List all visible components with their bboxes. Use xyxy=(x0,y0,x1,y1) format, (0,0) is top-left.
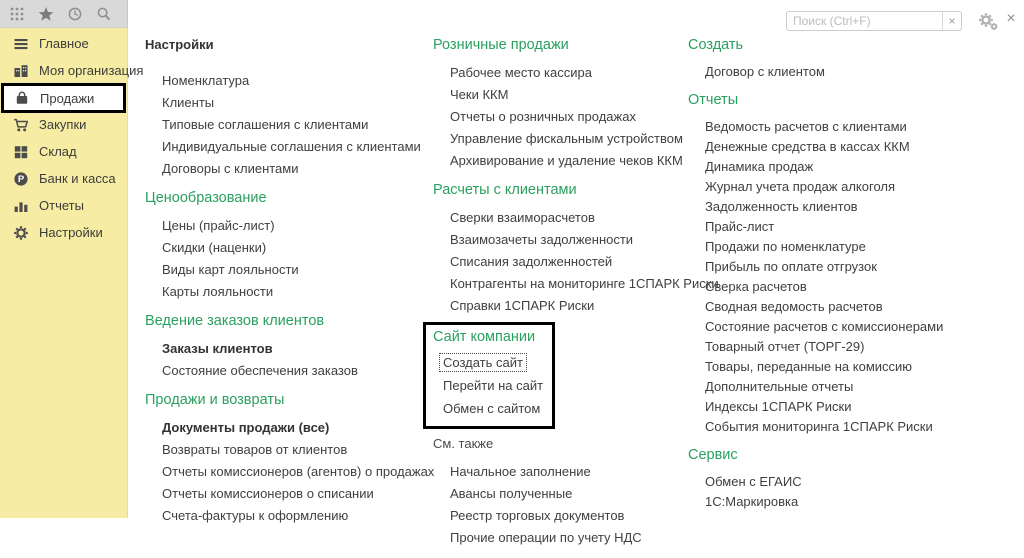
menu-item-row xyxy=(433,229,683,251)
search-box xyxy=(786,11,962,31)
menu-link[interactable]: Справки 1СПАРК Риски xyxy=(450,298,595,313)
menu-column-1 xyxy=(145,36,433,536)
sidebar-item-prodazhi[interactable] xyxy=(1,83,126,113)
menu-item-row xyxy=(688,217,998,237)
section-title: Розничные продажи xyxy=(433,37,569,53)
menu-item-row xyxy=(688,417,998,437)
menu-item-row xyxy=(688,117,998,137)
highlighted-section xyxy=(423,322,555,429)
section xyxy=(145,189,433,303)
menu-item-row xyxy=(433,273,719,295)
menu-link[interactable]: Отчеты комиссионеров (агентов) о продажах xyxy=(162,464,435,479)
menu-item-row xyxy=(688,492,998,512)
section xyxy=(688,91,998,437)
section xyxy=(688,36,998,82)
svg-text:Р: Р xyxy=(17,173,25,185)
menu-link[interactable]: Начальное заполнение xyxy=(450,464,591,479)
menu-link[interactable]: Обмен с сайтом xyxy=(443,401,541,416)
menu-link[interactable]: Индивидуальные соглашения с клиентами xyxy=(162,139,421,154)
menu-item-row xyxy=(145,237,433,259)
menu-link[interactable]: Типовые соглашения с клиентами xyxy=(162,117,369,132)
menu-link[interactable]: Прочие операции по учету НДС xyxy=(450,530,642,545)
menu-link[interactable]: Состояние расчетов с комиссионерами xyxy=(705,319,944,334)
sidebar-item-label: Настройки xyxy=(39,225,103,240)
menu-link[interactable]: Журнал учета продаж алкоголя xyxy=(705,179,896,194)
menu-link[interactable]: Взаимозачеты задолженности xyxy=(450,232,634,247)
cart-icon xyxy=(13,117,29,133)
menu-item-row xyxy=(145,461,433,483)
menu-item-row xyxy=(688,317,998,337)
close-icon[interactable]: × xyxy=(1006,10,1016,27)
menu-link[interactable]: Состояние обеспечения заказов xyxy=(162,363,358,378)
menu-item-row xyxy=(145,92,433,114)
sidebar-item-label: Отчеты xyxy=(39,198,84,213)
menu-link[interactable]: Цены (прайс-лист) xyxy=(162,218,275,233)
section xyxy=(433,435,683,549)
menu-item-row xyxy=(688,377,998,397)
sidebar-item-label: Склад xyxy=(39,144,77,159)
menu-item-row xyxy=(688,237,998,257)
section-title: Отчеты xyxy=(688,92,739,108)
menu-item-row xyxy=(433,374,543,397)
bank-icon xyxy=(13,171,29,187)
bell-icon[interactable] xyxy=(125,6,128,22)
menu-link[interactable]: Карты лояльности xyxy=(162,284,274,299)
section xyxy=(145,36,433,180)
menu-item-row xyxy=(145,281,433,303)
menu-item-row xyxy=(433,207,683,229)
menu-link[interactable]: Документы продажи (все) xyxy=(162,420,330,435)
section xyxy=(433,181,719,317)
menu-item-row xyxy=(433,505,683,527)
menu-link[interactable]: Сверки взаиморасчетов xyxy=(450,210,595,225)
sidebar-item-label: Продажи xyxy=(40,90,95,106)
menu-item-row xyxy=(145,136,433,158)
menu-item-row xyxy=(688,137,998,157)
section-title: См. также xyxy=(433,436,494,451)
sidebar-item-nastroyki[interactable] xyxy=(0,219,127,246)
section-title: Создать xyxy=(688,37,744,53)
menu-link[interactable]: Заказы клиентов xyxy=(162,341,273,356)
menu-item-row xyxy=(145,158,433,180)
menu-item-row xyxy=(145,360,433,382)
menu-item-row xyxy=(688,472,998,492)
menu-item-row xyxy=(688,277,998,297)
menu-link[interactable]: Возвраты товаров от клиентов xyxy=(162,442,348,457)
menu-item-row xyxy=(145,70,433,92)
section-title: Настройки xyxy=(145,37,214,52)
menu-link[interactable]: Отчеты комиссионеров о списании xyxy=(162,486,374,501)
sidebar-item-bank-i-kassa[interactable] xyxy=(0,165,127,192)
section-title: Сайт компании xyxy=(433,329,536,345)
menu-link[interactable]: Списания задолженностей xyxy=(450,254,613,269)
menu-item-row xyxy=(688,157,998,177)
menu-link[interactable]: Дополнительные отчеты xyxy=(705,379,854,394)
sidebar-item-label: Банк и касса xyxy=(39,171,116,186)
apps-grid-icon[interactable] xyxy=(9,6,25,22)
menu-icon xyxy=(13,36,29,52)
menu-link[interactable]: Контрагенты на мониторинге 1СПАРК Риски xyxy=(450,276,719,291)
menu-item-row xyxy=(688,397,998,417)
menu-item-row xyxy=(433,84,683,106)
menu-link[interactable]: Архивирование и удаление чеков ККМ xyxy=(450,153,683,168)
menu-link[interactable]: Авансы полученные xyxy=(450,486,573,501)
warehouse-icon xyxy=(13,144,29,160)
section-title: Сервис xyxy=(688,447,738,463)
menu-link[interactable]: Отчеты о розничных продажах xyxy=(450,109,636,124)
menu-item-row xyxy=(145,483,433,505)
menu-link[interactable]: Договор с клиентом xyxy=(705,64,825,79)
search-clear-button[interactable]: × xyxy=(942,12,961,30)
menu-link[interactable]: Скидки (наценки) xyxy=(162,240,267,255)
menu-link[interactable]: Товарный отчет (ТОРГ-29) xyxy=(705,339,865,354)
search-icon[interactable] xyxy=(96,6,112,22)
menu-link[interactable]: Управление фискальным устройством xyxy=(450,131,683,146)
gear-icon xyxy=(13,225,29,241)
sidebar-item-label: Главное xyxy=(39,36,89,51)
section-title: Ценообразование xyxy=(145,190,267,206)
search-input[interactable] xyxy=(787,12,942,30)
menu-item-row xyxy=(433,251,683,273)
menu-item-row xyxy=(145,417,433,439)
menu-link[interactable]: Перейти на сайт xyxy=(443,378,544,393)
menu-item-row xyxy=(145,439,433,461)
menu-link[interactable]: События мониторинга 1СПАРК Риски xyxy=(705,419,933,434)
section-title: Ведение заказов клиентов xyxy=(145,313,325,329)
menu-link[interactable]: Клиенты xyxy=(162,95,215,110)
menu-column-3 xyxy=(688,36,998,521)
menu-link[interactable]: Ведомость расчетов с клиентами xyxy=(705,119,907,134)
menu-link[interactable]: Номенклатура xyxy=(162,73,250,88)
sidebar-item-zakupki[interactable] xyxy=(0,111,127,138)
menu-link[interactable]: Договоры с клиентами xyxy=(162,161,299,176)
section xyxy=(433,36,683,172)
menu-link[interactable]: Сверка расчетов xyxy=(705,279,807,294)
menu-link[interactable]: Счета-фактуры к оформлению xyxy=(162,508,349,523)
menu-item-row xyxy=(145,114,433,136)
menu-item-row xyxy=(688,62,998,82)
menu-link[interactable]: Прайс-лист xyxy=(705,219,775,234)
menu-link[interactable]: Индексы 1СПАРК Риски xyxy=(705,399,852,414)
menu-item-row xyxy=(145,505,433,527)
sidebar-item-label: Моя организация xyxy=(39,63,144,78)
menu-link[interactable]: Рабочее место кассира xyxy=(450,65,592,80)
menu-item-row xyxy=(688,337,998,357)
menu-item-row xyxy=(433,527,683,549)
section xyxy=(688,446,998,512)
menu-item-row xyxy=(433,150,683,172)
menu-link[interactable]: Создать сайт xyxy=(440,354,526,371)
menu-item-row xyxy=(688,357,998,377)
menu-link[interactable]: Чеки ККМ xyxy=(450,87,509,102)
menu-item-row xyxy=(433,128,683,150)
menu-link[interactable]: Продажи по номенклатуре xyxy=(705,239,866,254)
sidebar-item-sklad[interactable] xyxy=(0,138,127,165)
sales-bag-icon xyxy=(14,90,30,106)
menu-item-row xyxy=(433,295,683,317)
sidebar-item-glavnoe[interactable] xyxy=(0,30,127,57)
section-title: Продажи и возвраты xyxy=(145,392,285,408)
menu-link[interactable]: Динамика продаж xyxy=(705,159,814,174)
menu-item-row xyxy=(145,259,433,281)
sidebar-item-otchety[interactable] xyxy=(0,192,127,219)
section xyxy=(145,391,433,527)
menu-item-row xyxy=(688,297,998,317)
menu-item-row xyxy=(688,177,998,197)
menu-item-row xyxy=(433,483,683,505)
bar-chart-icon xyxy=(13,198,29,214)
menu-item-row xyxy=(433,351,543,374)
menu-item-row xyxy=(688,197,998,217)
menu-item-row xyxy=(433,106,683,128)
top-toolbar xyxy=(0,0,128,28)
history-icon[interactable] xyxy=(67,6,83,22)
left-panel xyxy=(0,0,144,518)
menu-item-row xyxy=(688,257,998,277)
organization-icon xyxy=(13,63,29,79)
sidebar-item-moya-organizatsiya[interactable] xyxy=(0,57,144,84)
menu-item-row xyxy=(433,461,683,483)
menu-link[interactable]: Сводная ведомость расчетов xyxy=(705,299,883,314)
sidebar-item-label: Закупки xyxy=(39,117,87,132)
section-title: Расчеты с клиентами xyxy=(433,182,577,198)
menu-item-row xyxy=(433,62,683,84)
menu-link[interactable]: 1С:Маркировка xyxy=(705,494,799,509)
menu-link[interactable]: Товары, переданные на комиссию xyxy=(705,359,913,374)
sidebar xyxy=(0,28,144,518)
menu-link[interactable]: Прибыль по оплате отгрузок xyxy=(705,259,877,274)
section xyxy=(145,312,433,382)
settings-gears-icon[interactable] xyxy=(978,12,999,31)
menu-link[interactable]: Задолженность клиентов xyxy=(705,199,858,214)
menu-item-row xyxy=(145,338,433,360)
menu-link[interactable]: Реестр торговых документов xyxy=(450,508,625,523)
menu-item-row xyxy=(433,397,543,420)
menu-link[interactable]: Виды карт лояльности xyxy=(162,262,299,277)
menu-link[interactable]: Обмен с ЕГАИС xyxy=(705,474,802,489)
menu-item-row xyxy=(145,215,433,237)
menu-link[interactable]: Денежные средства в кассах ККМ xyxy=(705,139,910,154)
star-icon[interactable] xyxy=(38,6,54,22)
